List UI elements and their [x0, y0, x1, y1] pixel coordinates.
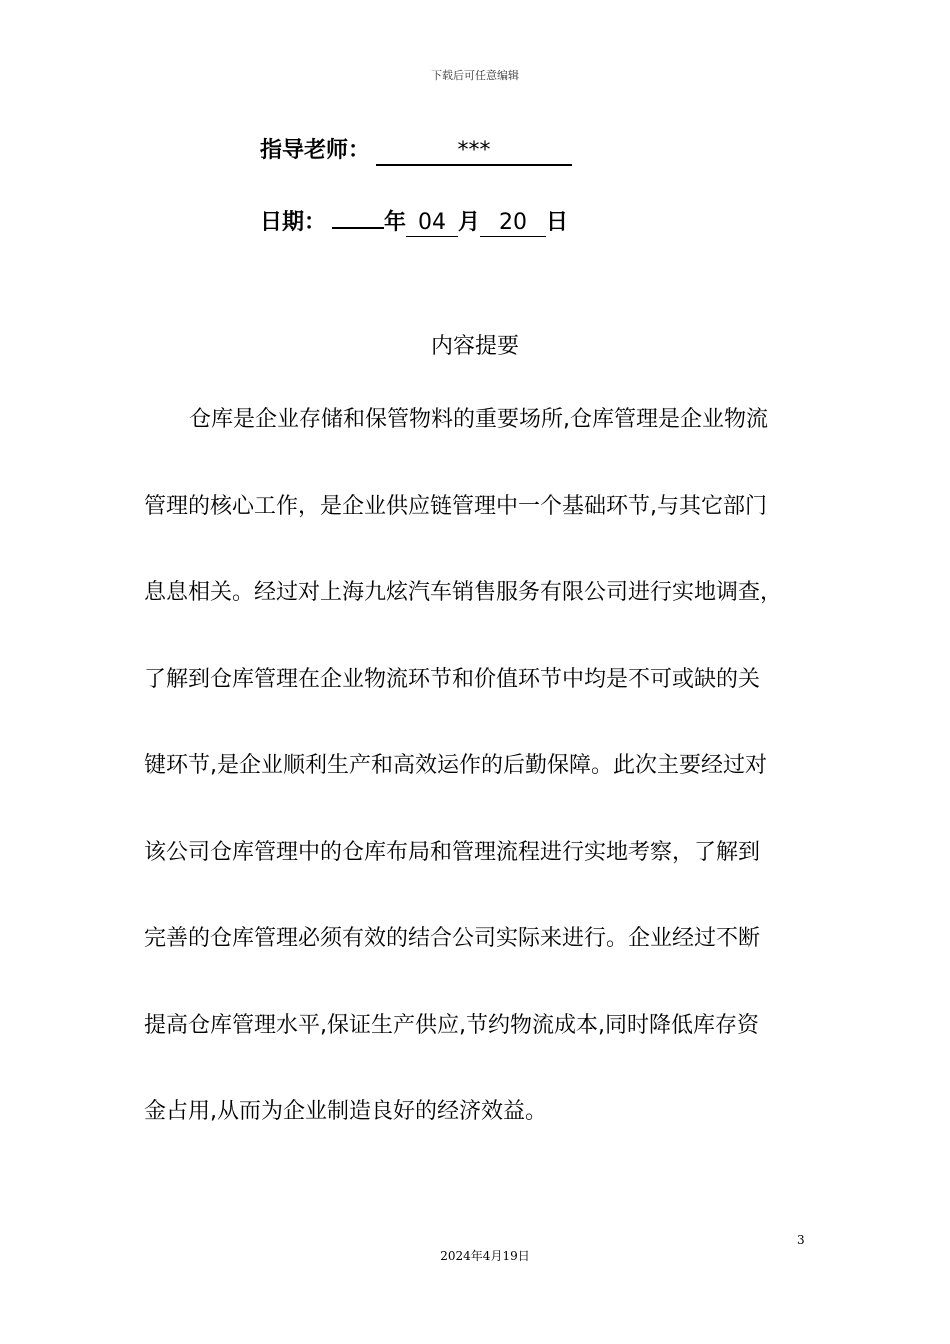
advisor-value: ***	[376, 138, 572, 166]
footer-date: 2024年4月19日	[440, 1249, 530, 1263]
date-field	[260, 208, 568, 238]
date-year-blank	[332, 227, 384, 229]
date-year-unit: 年	[384, 210, 407, 235]
abstract-line: 金占用,从而为企业制造良好的经济效益。	[144, 1099, 547, 1124]
abstract-line: 提高仓库管理水平,保证生产供应,节约物流成本,同时降低库存资	[144, 1012, 759, 1038]
abstract-line: 管理的核心工作，是企业供应链管理中一个基础环节,与其它部门	[144, 493, 767, 519]
page-number: 3	[797, 1233, 805, 1247]
date-day-value: 20	[480, 210, 546, 237]
abstract-line: 息息相关。经过对上海九炫汽车销售服务有限公司进行实地调查，	[144, 580, 783, 605]
advisor-label: 指导老师：	[260, 138, 371, 163]
abstract-line: 该公司仓库管理中的仓库布局和管理流程进行实地考察，了解到	[144, 839, 761, 865]
date-month-unit: 月	[458, 210, 481, 235]
date-month-value: 04	[406, 210, 458, 237]
abstract-line: 键环节,是企业顺利生产和高效运作的后勤保障。此次主要经过对	[144, 753, 767, 778]
abstract-line: 了解到仓库管理在企业物流环节和价值环节中均是不可或缺的关	[144, 666, 761, 692]
date-day-unit: 日	[546, 210, 569, 235]
abstract-line: 仓库是企业存储和保管物料的重要场所,仓库管理是企业物流	[189, 407, 768, 432]
date-label: 日期：	[260, 210, 327, 235]
header-note: 下载后可任意编辑	[431, 69, 519, 82]
advisor-field	[260, 136, 572, 166]
abstract-line: 完善的仓库管理必须有效的结合公司实际来进行。企业经过不断	[144, 926, 761, 951]
abstract-title: 内容提要	[430, 334, 519, 359]
abstract-body	[144, 398, 814, 1177]
